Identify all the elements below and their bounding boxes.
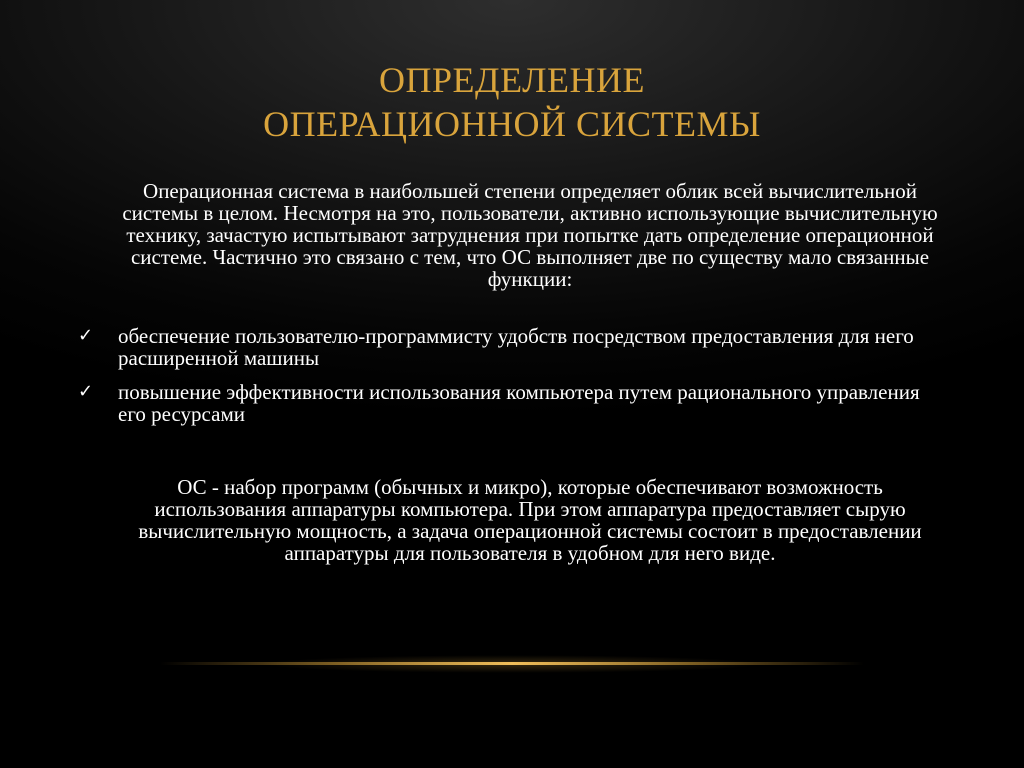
slide-title-line-2: ОПЕРАЦИОННОЙ СИСТЕМЫ bbox=[263, 104, 761, 144]
checkmark-icon: ✓ bbox=[78, 381, 94, 402]
bullet-item bbox=[78, 381, 938, 425]
intro-paragraph: Операционная система в наибольшей степени определяет облик всей вычислительной системы в целом. Несмотря на это, пользователи, активно использующие вычислительную технику, зачастую испытывают затруднения при попытке дать определение операционной системе. Частично это связано с тем, что ОС выполняет две по существу мало связанные функции: bbox=[122, 179, 938, 291]
slide-title-line-1: ОПРЕДЕЛЕНИЕ bbox=[379, 60, 645, 100]
summary-paragraph: ОС - набор программ (обычных и микро), которые обеспечивают возможность использования аппаратуры компьютера. При этом аппаратура предоставляет сырую вычислительную мощность, а задача операционной системы состоит в предоставлении аппаратуры для пользователя в удобном для него виде. bbox=[138, 475, 922, 565]
checkmark-icon: ✓ bbox=[78, 325, 94, 346]
bullet-item bbox=[78, 325, 938, 369]
bullet-text: повышение эффективности использования компьютера путем рационального управления его ресурсами bbox=[118, 380, 920, 426]
slide-title bbox=[0, 58, 1024, 146]
decorative-gold-line bbox=[160, 662, 864, 665]
bullet-list bbox=[78, 325, 938, 437]
bullet-text: обеспечение пользователю-программисту удобств посредством предоставления для него расширенной машины bbox=[118, 324, 914, 370]
